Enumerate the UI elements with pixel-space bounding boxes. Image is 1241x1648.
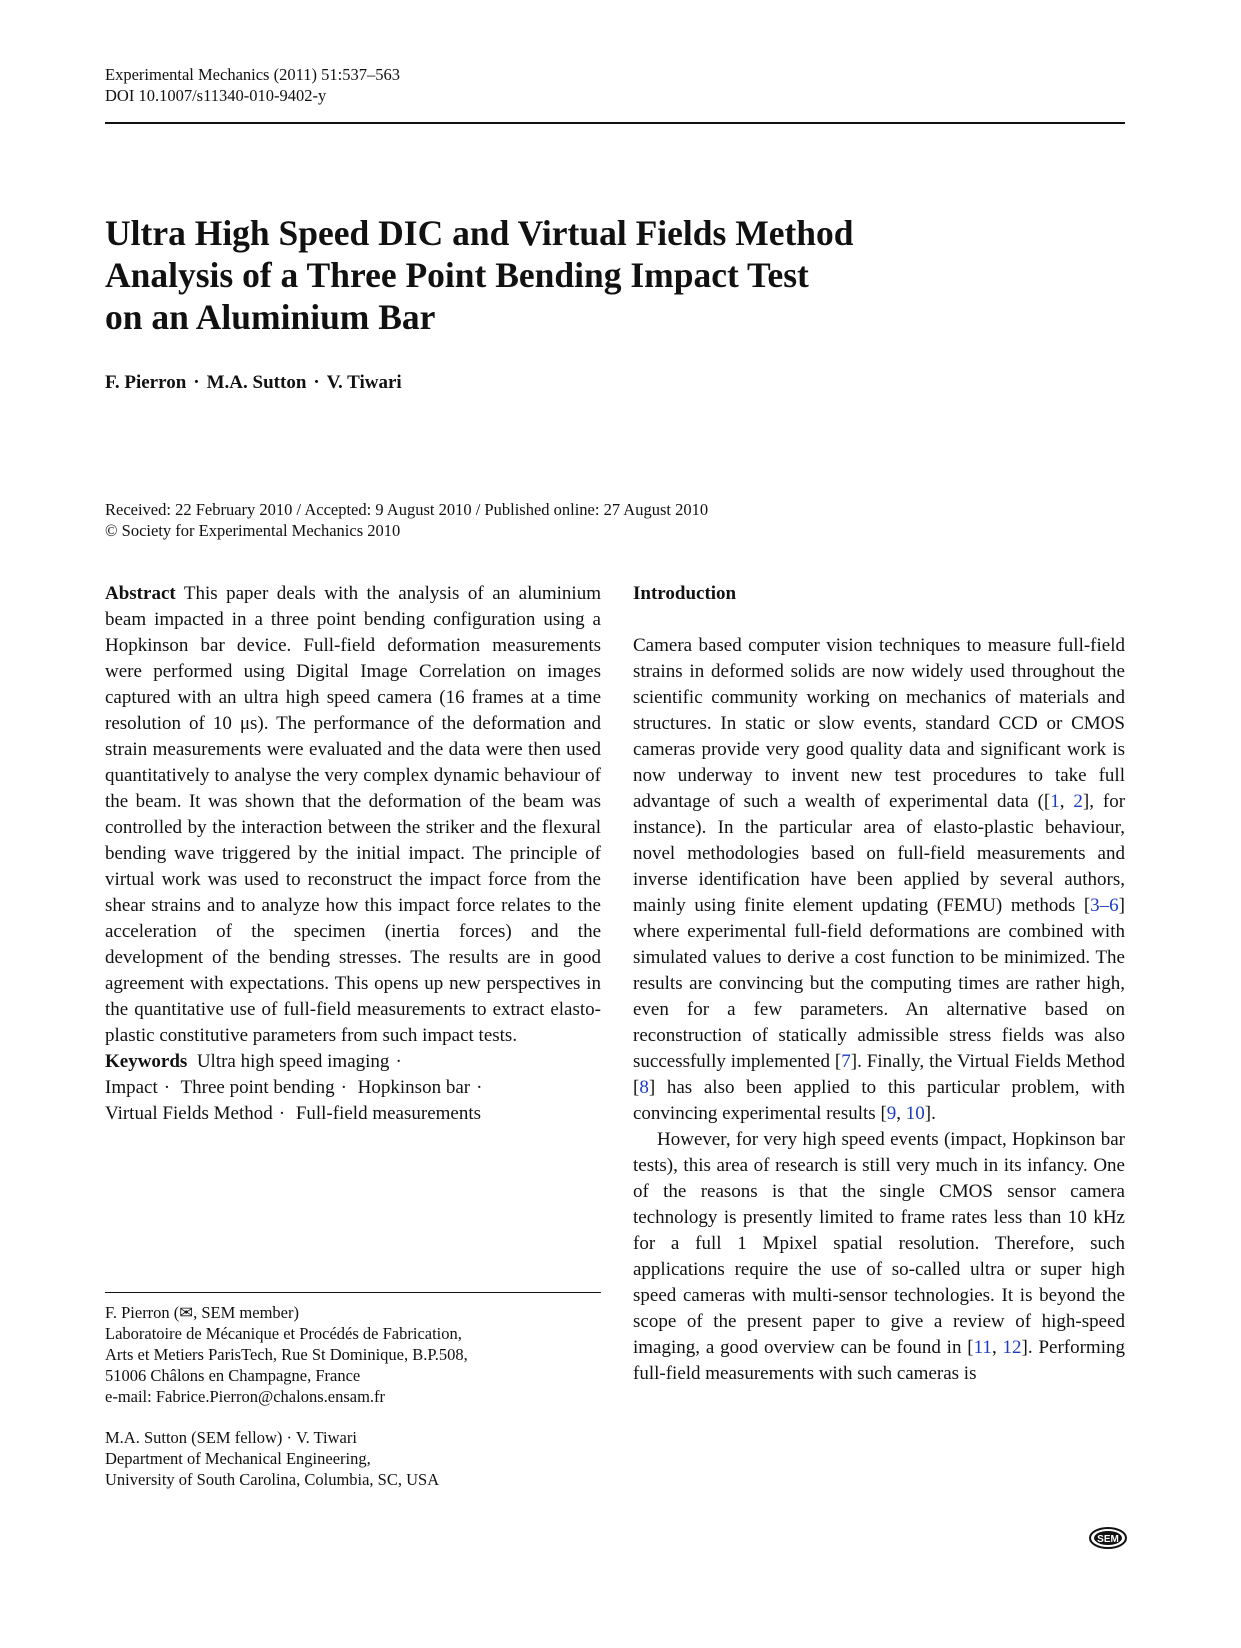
text-run: ] where experimental full-field deformations are combined with simulated values to derive a cost function to be minimized. The results are convincing but the computing times are rather high, even for a few parameters. An alternative based on reconstruction of statically admissible stress fields was also successfully implemented [ [633, 895, 1125, 1072]
title-line-2: Analysis of a Three Point Bending Impact Test [105, 255, 809, 295]
journal-citation: Experimental Mechanics (2011) 51:537–563 [105, 65, 400, 84]
keyword: Full-field measurements [295, 1103, 482, 1124]
keyword: Impact [105, 1077, 158, 1098]
affiliation-line: University of South Carolina, Columbia, SC, USA [105, 1470, 440, 1489]
affiliation-line: Laboratoire de Mécanique et Procédés de Fabrication, [105, 1324, 462, 1343]
corresponding-author: F. Pierron (✉, SEM member) [105, 1303, 299, 1322]
separator-dot: · [193, 372, 200, 393]
affiliation-line: 51006 Châlons en Champagne, France [105, 1366, 361, 1385]
text-run: ]. Finally, the Virtual Fields Method [ [633, 1051, 1125, 1098]
intro-paragraph-2 [633, 1127, 1125, 1387]
coauthors: M.A. Sutton (SEM fellow) · V. Tiwari [105, 1428, 357, 1447]
text-run: Camera based computer vision techniques to measure full-field strains in deformed solids are now widely used throughout the scientific community working on mechanics of materials and structures. In static or slow events, standard CCD or CMOS cameras provide very good quality data and significant work is now underway to invent new test procedures to take full advantage of such a wealth of experimental data ([ [633, 635, 1125, 812]
abstract-text: This paper deals with the analysis of an aluminium beam impacted in a three point bending configuration using a Hopkinson bar device. Full-field deformation measurements were performed using Digital Image Correlation on images captured with an ultra high speed camera (16 frames at a time resolution of 10 μs). The performance of the deformation and strain measurements were evaluated and the data were then used quantitatively to analyse the very complex dynamic behaviour of the beam. It was shown that the deformation of the beam was controlled by the interaction between the striker and the flexural bending wave triggered by the initial impact. The principle of virtual work was used to reconstruct the impact force from the shear strains and to analyze how this impact force relates to the acceleration of the specimen (inertia forces) and the development of the bending stresses. The results are in good agreement with expectations. This opens up new perspectives in the quantitative use of full-field measurements to extract elasto-plastic constitutive parameters from such impact tests. [105, 583, 601, 1046]
citation-link[interactable]: 10 [905, 1103, 925, 1124]
sem-logo-text: SEM [1097, 1534, 1119, 1545]
separator-dot: · [278, 1103, 286, 1124]
title-line-1: Ultra High Speed DIC and Virtual Fields Method [105, 213, 854, 253]
abstract-label: Abstract [105, 583, 176, 604]
author-footnote [105, 1302, 605, 1490]
sem-logo-icon [1089, 1527, 1127, 1549]
text-run: , [1059, 791, 1074, 812]
left-column [105, 581, 601, 1127]
author-list [105, 371, 402, 395]
citation-link[interactable]: 9 [886, 1103, 897, 1124]
right-column [633, 581, 1125, 1387]
title-line-3: on an Aluminium Bar [105, 297, 436, 337]
separator-dot: · [313, 372, 320, 393]
separator-dot: · [395, 1051, 402, 1072]
keywords [105, 1049, 601, 1127]
citation-link[interactable]: 7 [841, 1051, 851, 1072]
keyword: Three point bending [180, 1077, 335, 1098]
text-run: , [896, 1103, 906, 1124]
separator-dot: · [476, 1077, 483, 1098]
abstract [105, 581, 601, 1049]
text-run: However, for very high speed events (impact, Hopkinson bar tests), this area of research is still very much in its infancy. One of the reasons is that the single CMOS sensor camera technology is presently limited to frame rates less than 10 kHz for a full 1 Mpixel spatial resolution. Therefore, such applications require the use of so-called ultra or super high speed cameras with multi-sensor technologies. It is beyond the scope of the present paper to give a review of high-speed imaging, a good overview can be found in [ [633, 1129, 1125, 1358]
footnote-divider [105, 1292, 601, 1293]
text-run: ]. [924, 1103, 936, 1124]
header-divider [105, 122, 1125, 124]
doi[interactable]: DOI 10.1007/s11340-010-9402-y [105, 86, 327, 105]
paper-title [105, 212, 1005, 338]
text-run: ]. Performing full-field measurements with such cameras is [633, 1337, 1125, 1384]
keywords-label: Keywords [105, 1051, 188, 1072]
publication-dates [105, 499, 708, 541]
keyword: Hopkinson bar [357, 1077, 471, 1098]
received-line: Received: 22 February 2010 / Accepted: 9 August 2010 / Published online: 27 August 2010 [105, 500, 709, 519]
citation-link[interactable]: 12 [1002, 1337, 1022, 1358]
author-email[interactable]: e-mail: Fabrice.Pierron@chalons.ensam.fr [105, 1387, 386, 1406]
citation-link[interactable]: 2 [1073, 791, 1083, 812]
separator-dot: · [163, 1077, 171, 1098]
citation-link[interactable]: 1 [1050, 791, 1060, 812]
author-name: F. Pierron [105, 372, 187, 393]
intro-paragraph-1 [633, 633, 1125, 1127]
keyword: Ultra high speed imaging [196, 1051, 390, 1072]
citation-link[interactable]: 3–6 [1090, 895, 1119, 916]
citation-link[interactable]: 8 [639, 1077, 649, 1098]
section-heading: Introduction [633, 583, 737, 604]
affiliation-line: Department of Mechanical Engineering, [105, 1449, 371, 1468]
copyright-line: © Society for Experimental Mechanics 2010 [105, 521, 401, 540]
running-header [105, 64, 400, 106]
affiliation-line: Arts et Metiers ParisTech, Rue St Dominique, B.P.508, [105, 1345, 468, 1364]
author-name: V. Tiwari [326, 372, 402, 393]
text-run: ] has also been applied to this particular problem, with convincing experimental results [ [633, 1077, 1125, 1124]
text-run: , [991, 1337, 1003, 1358]
keyword: Virtual Fields Method [105, 1103, 273, 1124]
text-run: ], for instance). In the particular area of elasto-plastic behaviour, novel methodologies based on full-field measurements and inverse identification have been applied by several authors, mainly using finite element updating (FEMU) methods [ [633, 791, 1126, 916]
author-name: M.A. Sutton [206, 372, 307, 393]
separator-dot: · [340, 1077, 347, 1098]
citation-link[interactable]: 11 [973, 1337, 992, 1358]
